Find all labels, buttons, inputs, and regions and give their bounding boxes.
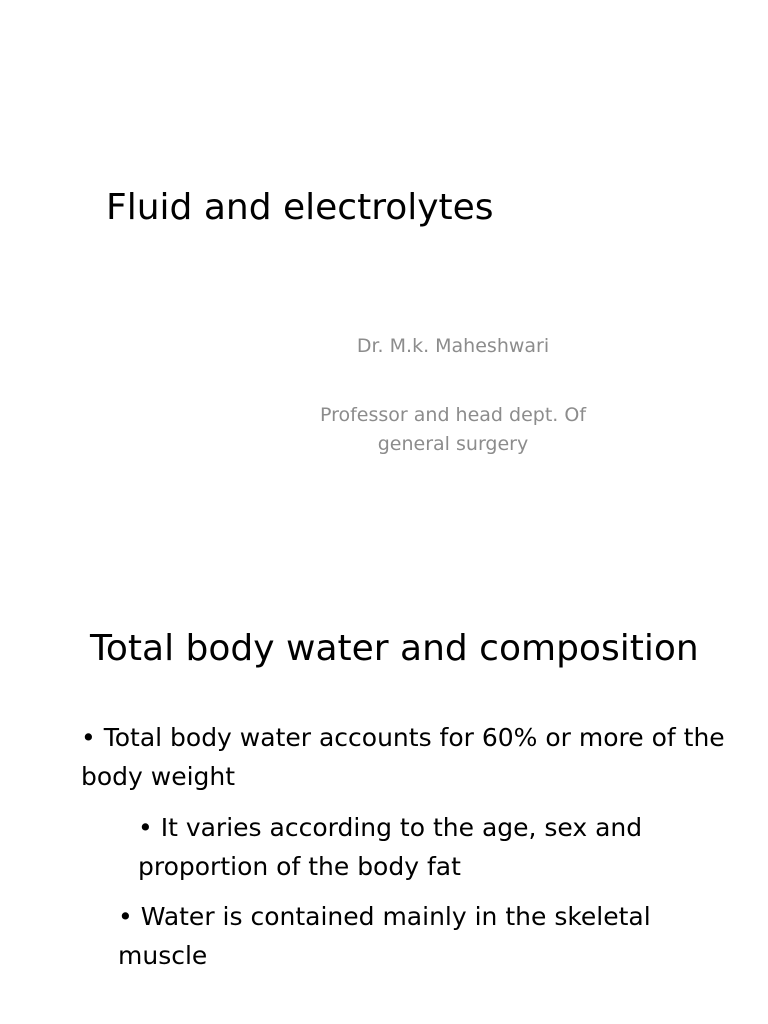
author-role: Professor and head dept. Of general surgery	[319, 404, 587, 455]
slide-heading: Total body water and composition	[90, 628, 699, 669]
bullet-item: • Water is contained mainly in the skeletal muscle	[118, 902, 651, 970]
content-slide	[0, 576, 768, 1024]
author-name: Dr. M.k. Maheshwari	[356, 335, 550, 357]
slide-title: Fluid and electrolytes	[106, 187, 494, 228]
sub-bullet-item: • It varies according to the age, sex and proportion of the body fat	[138, 813, 643, 881]
bullet-item: • Total body water accounts for 60% or more of the body weight	[81, 723, 725, 791]
